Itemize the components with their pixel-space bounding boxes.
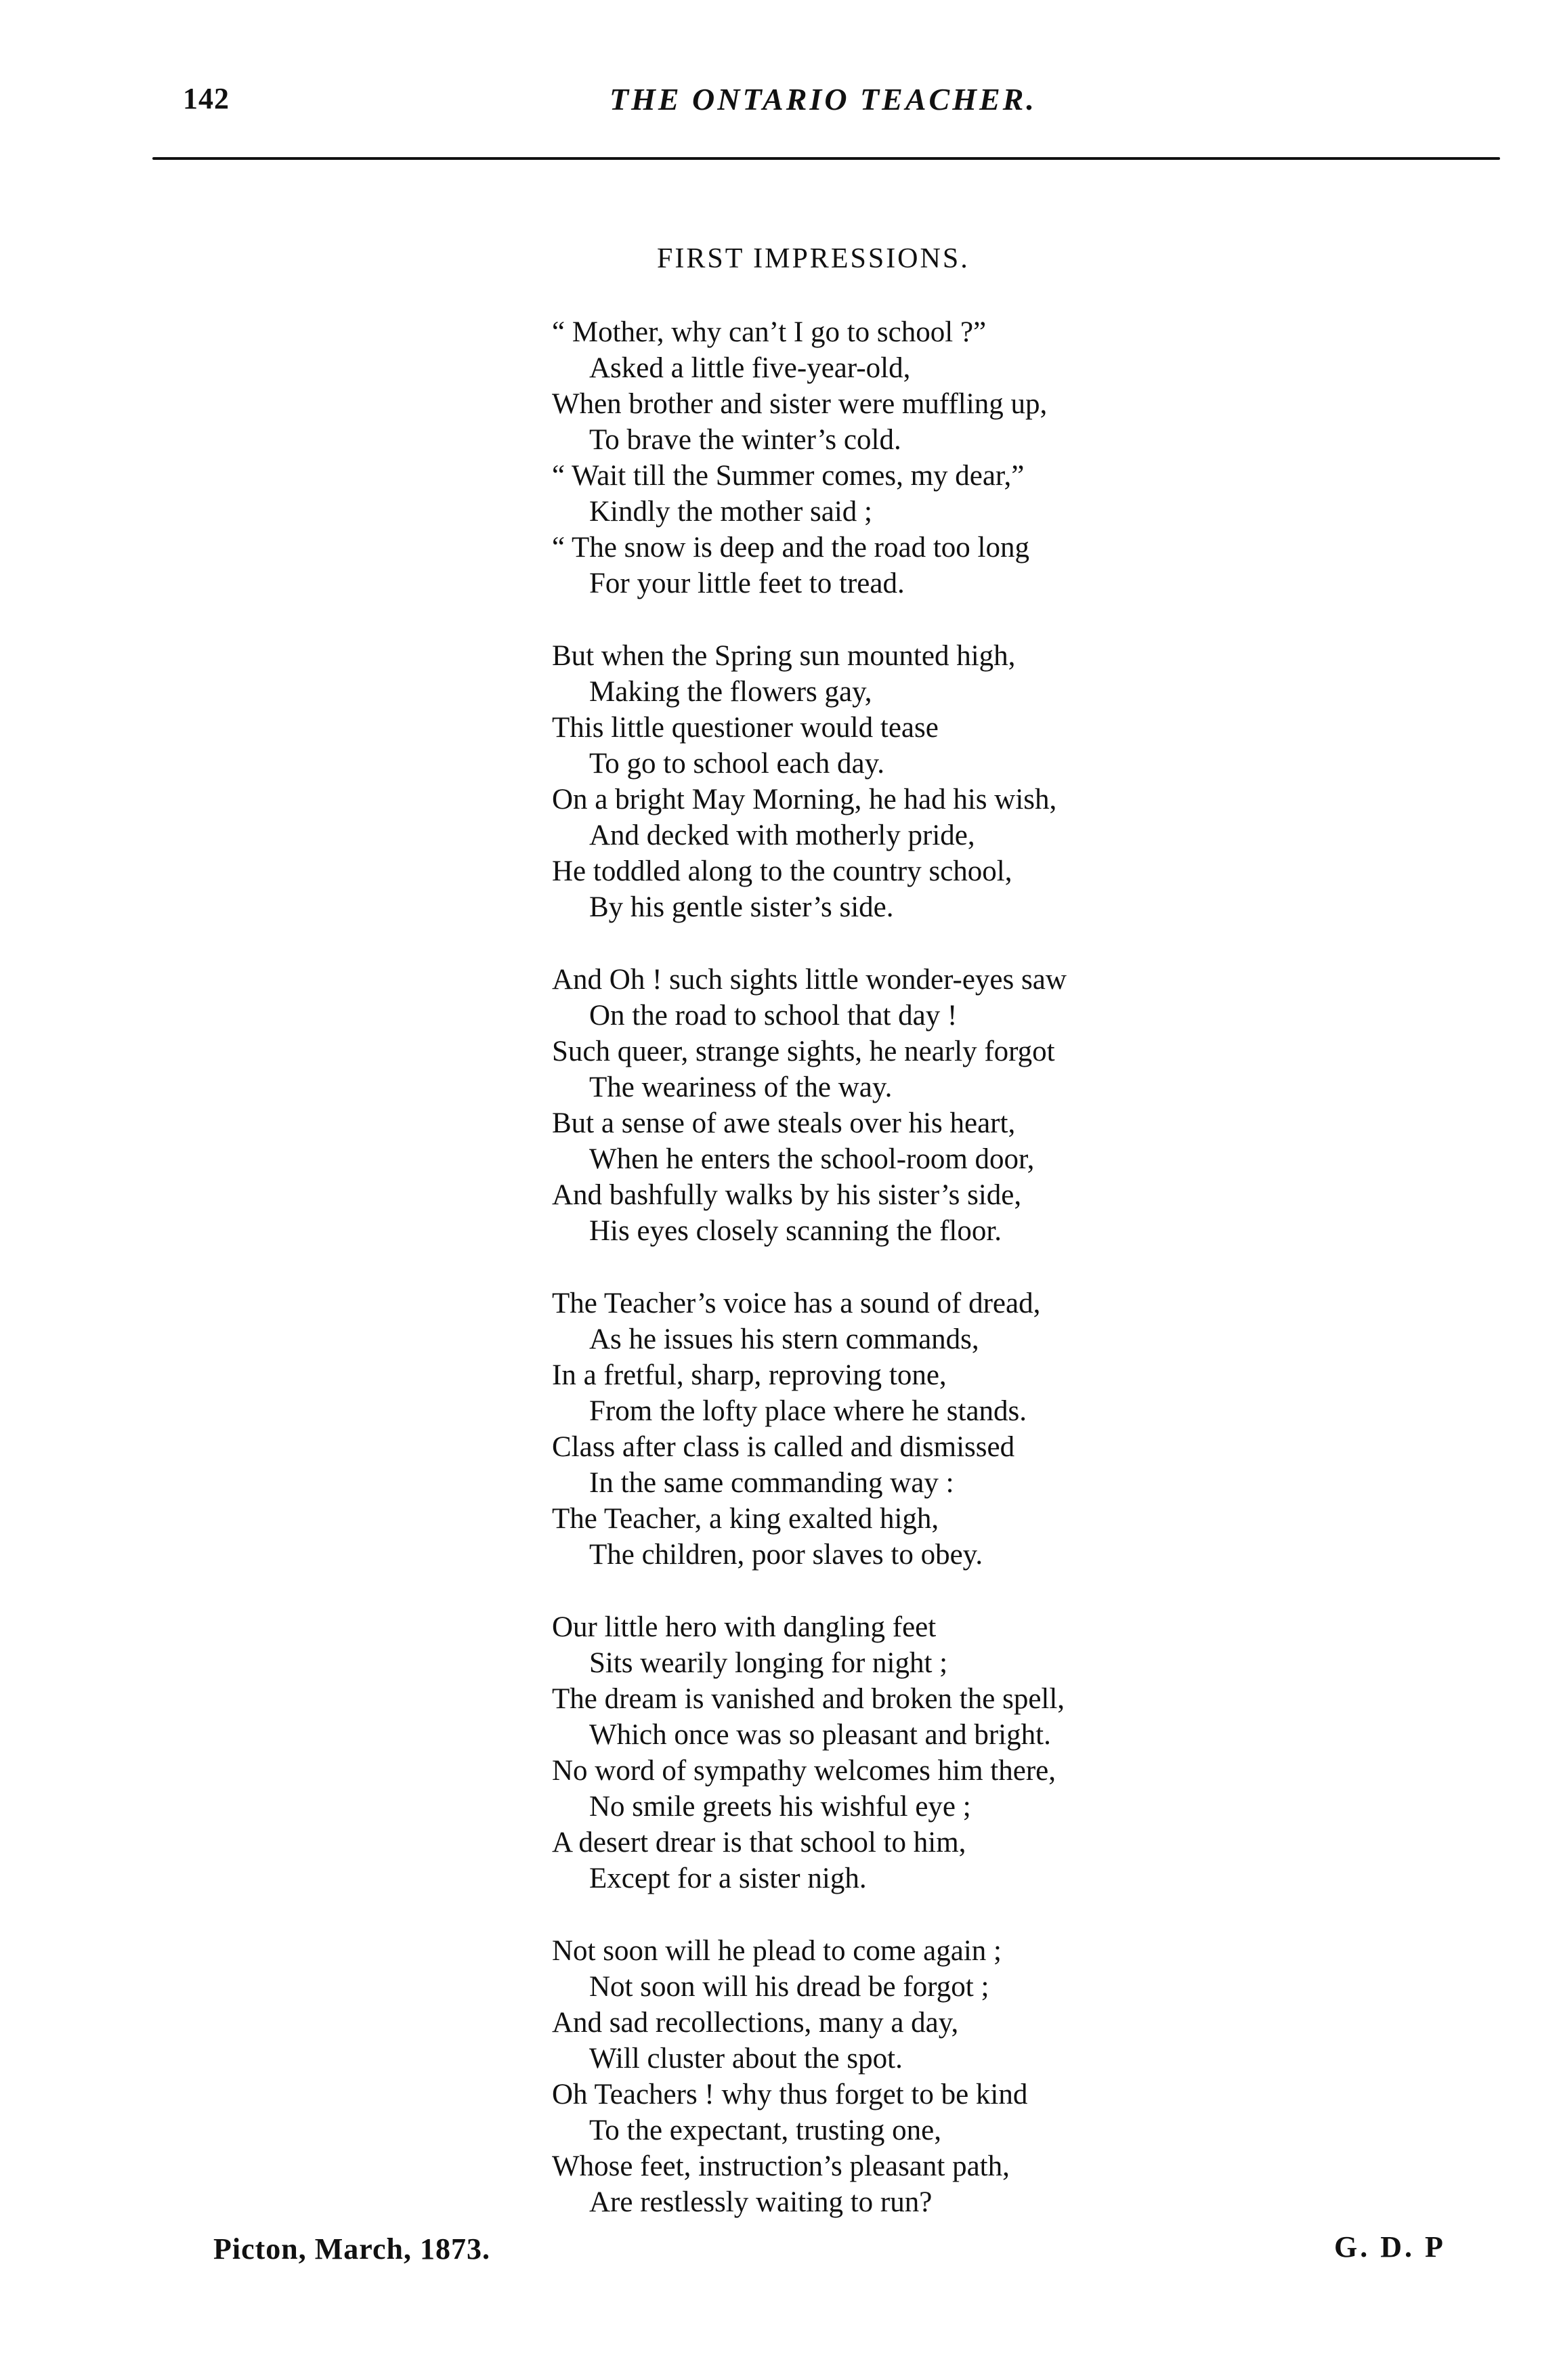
- poem-line: For your little feet to tread.: [589, 568, 905, 599]
- poem-line: And sad recollections, many a day,: [552, 2007, 959, 2039]
- poem-line: On a bright May Morning, he had his wish,: [552, 784, 1057, 815]
- poem-line: “ Wait till the Summer comes, my dear,”: [552, 460, 1025, 492]
- poem-line: Which once was so pleasant and bright.: [589, 1719, 1051, 1751]
- poem-line: Sits wearily longing for night ;: [589, 1647, 948, 1679]
- poem-line: “ The snow is deep and the road too long: [552, 532, 1029, 564]
- poem-line: This little questioner would tease: [552, 712, 939, 744]
- poem-line: When brother and sister were muffling up,: [552, 388, 1048, 420]
- poem-line: On the road to school that day !: [589, 1000, 958, 1032]
- page-number: 142: [183, 82, 230, 115]
- poem-line: The dream is vanished and broken the spell,: [552, 1683, 1065, 1715]
- poem-line: Will cluster about the spot.: [589, 2043, 903, 2075]
- poem-line: By his gentle sister’s side.: [589, 891, 894, 923]
- poem-line: A desert drear is that school to him,: [552, 1827, 966, 1858]
- poem-line: Our little hero with dangling feet: [552, 1611, 937, 1643]
- stanza: [552, 1933, 1398, 2220]
- poem-line: From the lofty place where he stands.: [589, 1395, 1027, 1427]
- page-header: [183, 81, 1503, 142]
- poem-line: And decked with motherly pride,: [589, 820, 975, 851]
- poem-line: In a fretful, sharp, reproving tone,: [552, 1359, 947, 1391]
- poem-body: [552, 314, 1398, 2257]
- poem-line: Asked a little five-year-old,: [589, 352, 911, 384]
- running-title: THE ONTARIO TEACHER.: [610, 82, 1037, 116]
- poem-line: The children, poor slaves to obey.: [589, 1539, 983, 1571]
- stanza: [552, 314, 1398, 601]
- poem-line: His eyes closely scanning the floor.: [589, 1215, 1002, 1247]
- poem-line: But when the Spring sun mounted high,: [552, 640, 1016, 672]
- poem-line: When he enters the school-room door,: [589, 1143, 1035, 1175]
- poem-line: But a sense of awe steals over his heart,: [552, 1107, 1016, 1139]
- poem-line: No word of sympathy welcomes him there,: [552, 1755, 1056, 1787]
- poem-line: Such queer, strange sights, he nearly forgot: [552, 1036, 1055, 1067]
- poem-line: As he issues his stern commands,: [589, 1323, 979, 1355]
- stanza: [552, 962, 1398, 1249]
- poem-line: Not soon will he plead to come again ;: [552, 1935, 1002, 1967]
- place-date: Picton, March, 1873.: [213, 2232, 491, 2266]
- poem-line: To brave the winter’s cold.: [589, 424, 901, 456]
- poem-line: Kindly the mother said ;: [589, 496, 872, 528]
- stanza: [552, 1285, 1398, 1573]
- poem-line: Class after class is called and dismissed: [552, 1431, 1015, 1463]
- poem-line: Except for a sister nigh.: [589, 1863, 867, 1894]
- poem-line: And Oh ! such sights little wonder-eyes saw: [552, 964, 1067, 996]
- poem-line: To the expectant, trusting one,: [589, 2115, 942, 2146]
- poem-line: In the same commanding way :: [589, 1467, 954, 1499]
- poem-title: FIRST IMPRESSIONS.: [657, 243, 970, 274]
- poem-line: And bashfully walks by his sister’s side,: [552, 1179, 1022, 1211]
- poem-line: Not soon will his dread be forgot ;: [589, 1971, 989, 2003]
- poem-line: The Teacher’s voice has a sound of dread,: [552, 1288, 1041, 1319]
- poem-line: He toddled along to the country school,: [552, 855, 1012, 887]
- poem-line: The weariness of the way.: [589, 1071, 893, 1103]
- poem-line: Oh Teachers ! why thus forget to be kind: [552, 2079, 1028, 2110]
- poem-line: “ Mother, why can’t I go to school ?”: [552, 316, 987, 348]
- stanza: [552, 638, 1398, 925]
- poem-line: To go to school each day.: [589, 748, 885, 780]
- poem-line: Are restlessly waiting to run?: [589, 2186, 933, 2218]
- poem-line: Making the flowers gay,: [589, 676, 872, 708]
- header-rule: [152, 157, 1500, 160]
- poem-line: Whose feet, instruction’s pleasant path,: [552, 2150, 1010, 2182]
- stanza: [552, 1609, 1398, 1896]
- poem-line: No smile greets his wishful eye ;: [589, 1791, 971, 1823]
- poem-line: The Teacher, a king exalted high,: [552, 1503, 939, 1535]
- author-initials: G. D. P: [1334, 2230, 1446, 2264]
